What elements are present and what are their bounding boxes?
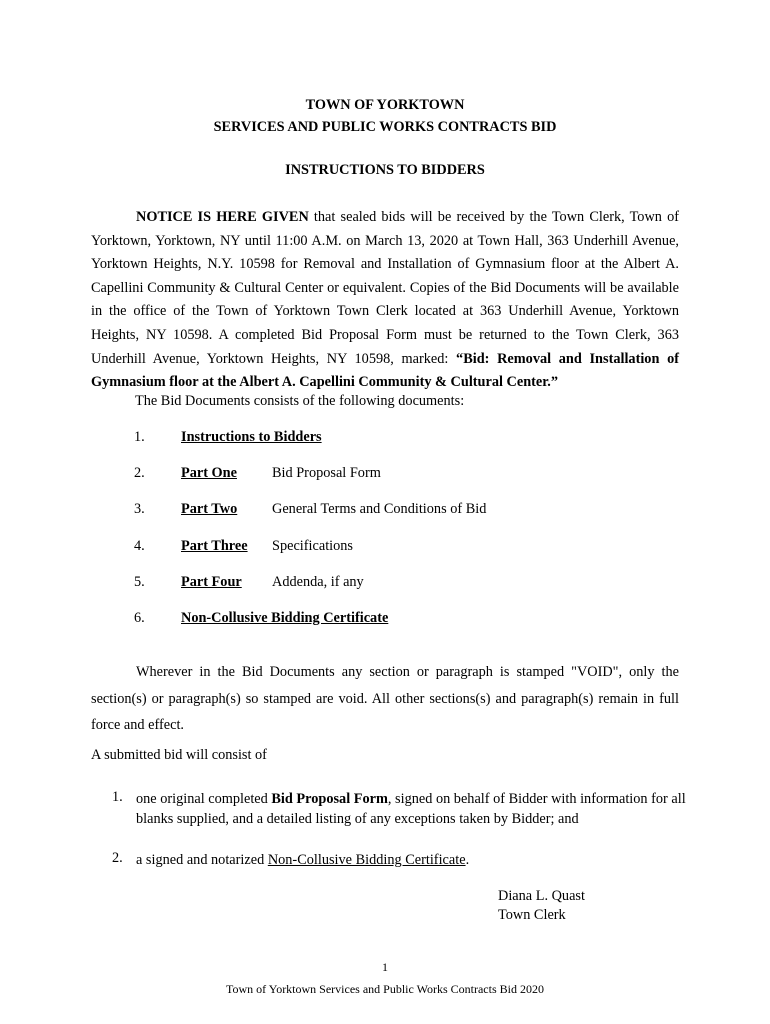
- item-description: General Terms and Conditions of Bid: [272, 501, 487, 517]
- page-number: 1: [382, 960, 388, 974]
- notice-body: that sealed bids will be received by the Town Clerk, Town of Yorktown, Yorktown, NY until 11:00 A.M. on March 13, 2020 at Town Hall, 363 Underhill Avenue, Yorktown Heights, N.Y. 10598 for Removal and Installation of Gymnasium floor at the Albert A. Capellini Community & Cultural Center or equivalent. Copies of the Bid Documents will be available in the office of the Town of Yorktown Town Clerk located at 363 Underhill Avenue, Yorktown Heights, NY 10598. A completed Bid Proposal Form must be returned to the Town Clerk, 363 Underhill Avenue, Yorktown Heights, NY 10598, marked:: [91, 209, 679, 367]
- requirement-number: 2.: [112, 850, 123, 866]
- item-description: Bid Proposal Form: [272, 465, 381, 481]
- item-label: Part Three: [181, 538, 248, 554]
- document-list-item: [0, 429, 770, 449]
- documents-intro: The Bid Documents consists of the following documents:: [135, 393, 465, 409]
- document-list-item: [0, 538, 770, 558]
- header-title: SERVICES AND PUBLIC WORKS CONTRACTS BID: [213, 119, 557, 135]
- notice-paragraph: [91, 206, 679, 395]
- item-number: 3.: [134, 501, 145, 517]
- document-list-item: [0, 574, 770, 594]
- requirement-emphasis: Bid Proposal Form: [271, 791, 388, 807]
- requirement-text-pre: one original completed: [136, 791, 272, 807]
- item-label: Instructions to Bidders: [181, 429, 322, 445]
- signature-name: Diana L. Quast: [498, 888, 585, 904]
- item-number: 2.: [134, 465, 145, 481]
- item-label: Part Four: [181, 574, 242, 590]
- item-label: Part Two: [181, 501, 238, 517]
- requirement-text-post: , signed on behalf of Bidder with information for all blanks supplied, and a detailed listing of any exceptions taken by Bidder; and: [136, 791, 686, 827]
- requirement-text-post: .: [465, 852, 470, 868]
- requirement-text-pre: a signed and notarized: [136, 852, 268, 868]
- notice-marking: “Bid: Removal and Installation of Gymnasium floor at the Albert A. Capellini Community & Cultural Center.”: [91, 350, 679, 391]
- header-town: TOWN OF YORKTOWN: [305, 97, 465, 113]
- document-list-item: [0, 501, 770, 521]
- item-description: Specifications: [272, 538, 353, 554]
- requirement-emphasis: Non-Collusive Bidding Certificate: [267, 852, 466, 868]
- item-label: Non-Collusive Bidding Certificate: [181, 610, 389, 626]
- item-description: Addenda, if any: [272, 574, 364, 590]
- requirement-text: [136, 850, 686, 870]
- document-list-item: [0, 610, 770, 630]
- submitted-intro: A submitted bid will consist of: [91, 747, 267, 763]
- void-paragraph: Wherever in the Bid Documents any section or paragraph is stamped "VOID", only the section(s) or paragraph(s) so stamped are void. All other sections(s) and paragraph(s) remain in full force and effect.: [91, 664, 679, 733]
- signature-title: Town Clerk: [498, 907, 566, 923]
- item-number: 6.: [134, 610, 145, 626]
- requirement-text: [136, 789, 686, 829]
- document-list-item: [0, 465, 770, 485]
- notice-lead: NOTICE IS HERE GIVEN: [136, 209, 309, 225]
- item-number: 1.: [134, 429, 145, 445]
- item-number: 5.: [134, 574, 145, 590]
- page-title: INSTRUCTIONS TO BIDDERS: [285, 162, 485, 178]
- footer-text: Town of Yorktown Services and Public Works Contracts Bid 2020: [226, 982, 544, 996]
- item-label: Part One: [181, 465, 237, 481]
- item-number: 4.: [134, 538, 145, 554]
- requirement-number: 1.: [112, 789, 123, 805]
